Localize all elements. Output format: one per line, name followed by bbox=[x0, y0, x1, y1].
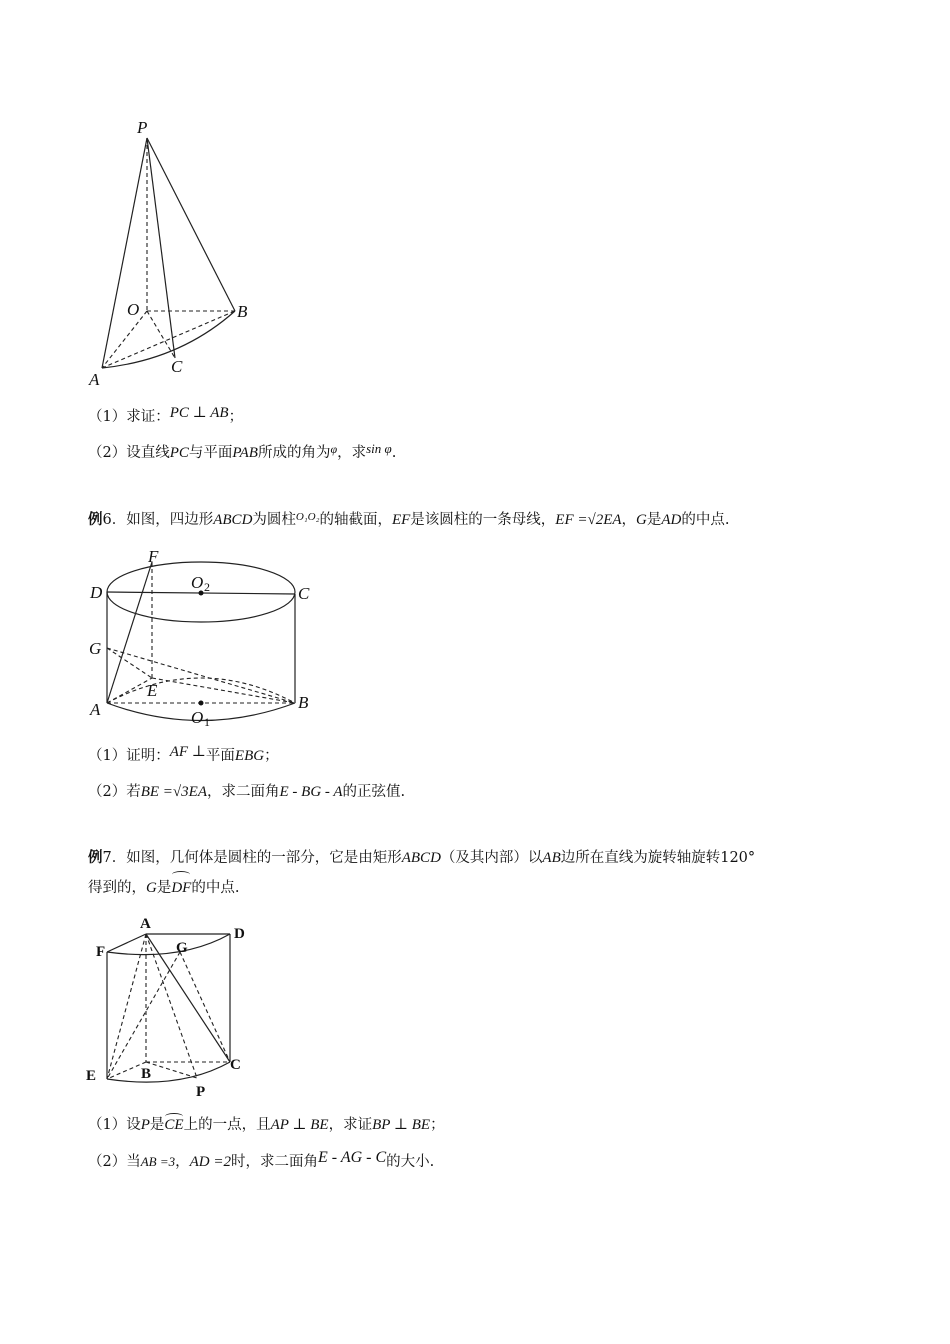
label-c: C bbox=[171, 357, 183, 376]
edge-ab bbox=[102, 311, 235, 368]
q5-p1-math: PC ⊥ AB bbox=[169, 405, 229, 421]
cylinder-diagram bbox=[85, 548, 325, 733]
label-b: B bbox=[141, 1066, 152, 1082]
label-o: O bbox=[127, 300, 140, 319]
pyramid-diagram bbox=[80, 115, 280, 395]
label-c: C bbox=[230, 1057, 241, 1073]
label-o2-sub: 2 bbox=[204, 580, 210, 594]
edge-bp bbox=[146, 1062, 197, 1078]
edge-ge bbox=[107, 648, 152, 678]
label-o1: O bbox=[191, 708, 204, 727]
edge-af bbox=[107, 934, 146, 952]
bottom-arc-back bbox=[107, 678, 295, 703]
edge-oa bbox=[102, 311, 147, 368]
edge-pc bbox=[147, 138, 175, 358]
figure-cylinder bbox=[85, 548, 325, 733]
label-e: E bbox=[86, 1068, 97, 1084]
label-b: B bbox=[298, 693, 309, 712]
label-g: G bbox=[176, 940, 188, 956]
arc-fd bbox=[107, 934, 230, 955]
edge-ge bbox=[107, 952, 180, 1079]
label-a: A bbox=[140, 916, 151, 932]
label-c: C bbox=[298, 584, 310, 603]
label-o1-sub: 1 bbox=[204, 715, 210, 729]
edge-ap bbox=[146, 934, 197, 1078]
figure-partial-cylinder bbox=[80, 912, 280, 1102]
arc-df: DF bbox=[171, 873, 191, 903]
partial-cylinder-diagram bbox=[80, 912, 280, 1102]
q6-part1: （1）证明：AF ⊥平面EBG； bbox=[88, 744, 279, 764]
edge-pb bbox=[147, 138, 235, 311]
label-d: D bbox=[234, 926, 245, 942]
q6-part2: （2）若BE =√3EA，求二面角E - BG - A的正弦值. bbox=[88, 784, 406, 800]
label-g: G bbox=[89, 639, 102, 658]
edge-pa bbox=[102, 138, 147, 368]
label-d: D bbox=[90, 583, 103, 602]
label-a: A bbox=[89, 370, 100, 389]
edge-gc bbox=[180, 952, 230, 1062]
label-e: E bbox=[147, 681, 158, 700]
label-p: P bbox=[196, 1084, 206, 1100]
q7-part1: （1）设P是CE上的一点，且AP ⊥ BE，求证BP ⊥ BE； bbox=[88, 1117, 445, 1133]
arc-ce: CE bbox=[164, 1117, 184, 1133]
q7-part2: （2）当AB =3，AD =2时，求二面角E - AG - C的大小. bbox=[88, 1149, 435, 1170]
label-o2: O bbox=[191, 573, 204, 592]
label-f: F bbox=[148, 547, 159, 566]
q5-part1: （1）求证：PC ⊥ AB； bbox=[88, 405, 244, 425]
ex7-statement: 例7．如图，几何体是圆柱的一部分，它是由矩形ABCD（及其内部）以AB边所在直线为旋转轴旋转120° 得到的，G是DF的中点. bbox=[88, 843, 868, 903]
ex6-statement: 例6．如图，四边形ABCD为圆柱$^{O_1O_2}$的轴截面，EF是该圆柱的一条母线，EF =√2EA，G是AD的中点. bbox=[88, 511, 730, 528]
q5-part2: （2）设直线PC与平面PAB所成的角为$^\varphi$，求sin φ. bbox=[88, 441, 397, 461]
label-p: P bbox=[137, 118, 148, 137]
figure-pyramid bbox=[80, 115, 280, 395]
label-f: F bbox=[96, 944, 106, 960]
label-b: B bbox=[237, 302, 248, 321]
arc-ec bbox=[107, 1062, 230, 1082]
edge-ae bbox=[107, 934, 146, 1079]
edge-ac bbox=[146, 934, 230, 1062]
edge-gb bbox=[107, 648, 295, 703]
label-a: A bbox=[90, 700, 101, 719]
point-o1 bbox=[199, 701, 204, 706]
